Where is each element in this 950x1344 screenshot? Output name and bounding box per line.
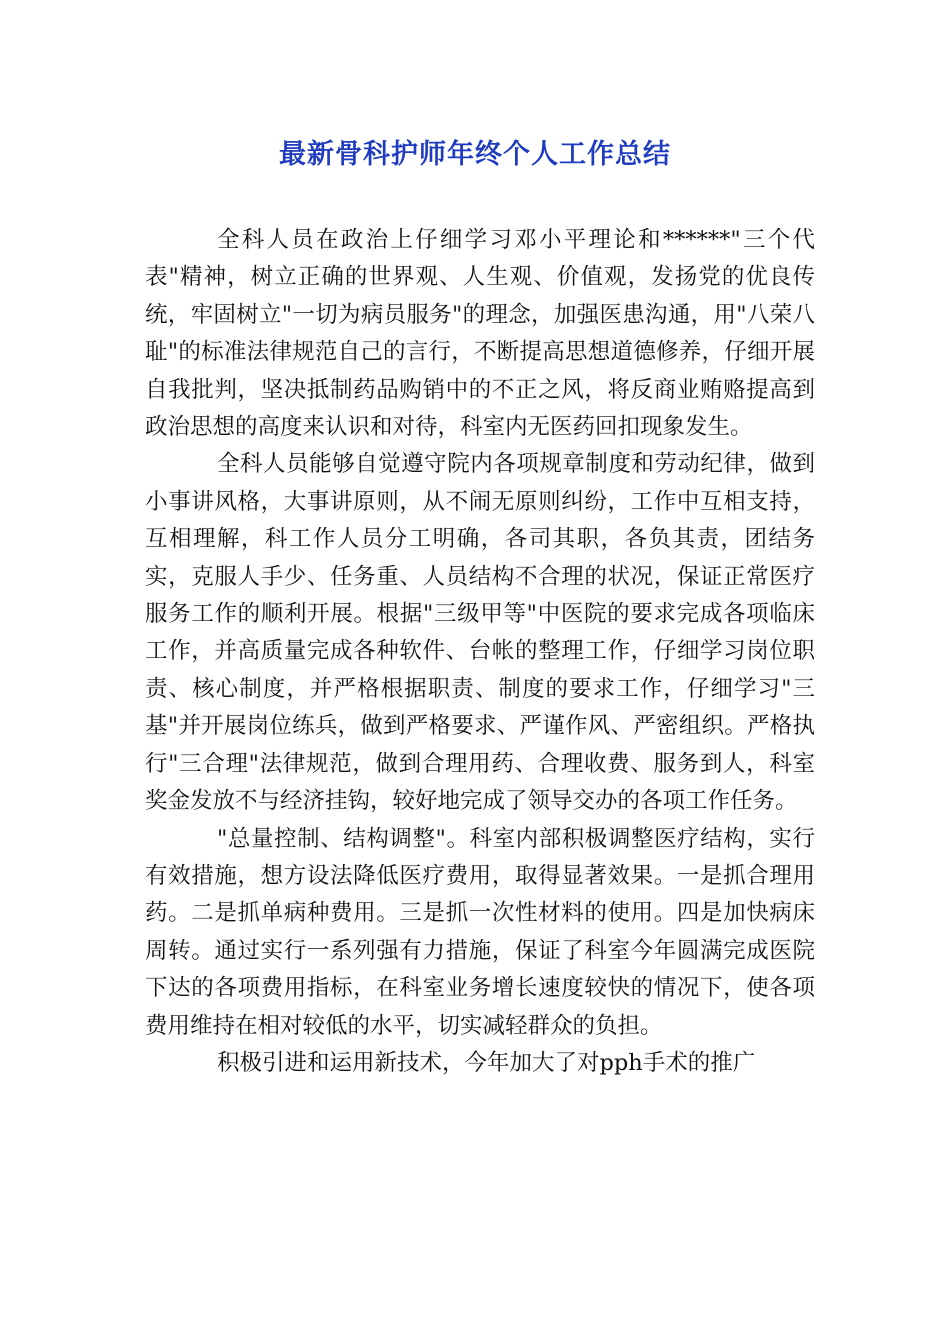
paragraph-4: 积极引进和运用新技术，今年加大了对pph手术的推广 (217, 1049, 756, 1076)
paragraph-2: 全科人员能够自觉遵守院内各项规章制度和劳动纪律，做到小事讲风格，大事讲原则，从不闹无原则纠纷，工作中互相支持，互相理解，科工作人员分工明确，各司其职，各负其责，团结务实，克服人手少、任务重、人员结构不合理的状况，保证正常医疗服务工作的顺利开展。根据"三级甲等"中医院的要求完成各项临床工作，并高质量完成各种软件、台帐的整理工作，仔细学习岗位职责、核心制度，并严格根据职责、制度的要求工作，仔细学习"三基"并开展岗位练兵，做到严格要求、严谨作风、严密组织。严格执行"三合理"法律规范，做到合理用药、合理收费、服务到人，科室奖金发放不与经济挂钩，较好地完成了领导交办的各项工作任务。 (145, 451, 815, 815)
paragraph-3: "总量控制、结构调整"。科室内部积极调整医疗结构，实行有效措施，想方设法降低医疗费用，取得显著效果。一是抓合理用药。二是抓单病种费用。三是抓一次性材料的使用。四是加快病床周转。通过实行一系列强有力措施，保证了科室今年圆满完成医院下达的各项费用指标，在科室业务增长速度较快的情况下，使各项费用维持在相对较低的水平，切实减轻群众的负担。 (145, 825, 815, 1039)
document-body (145, 222, 815, 1082)
document-title: 最新骨科护师年终个人工作总结 (279, 139, 671, 170)
paragraph-1: 全科人员在政治上仔细学习邓小平理论和******"三个代表"精神，树立正确的世界观、人生观、价值观，发扬党的优良传统，牢固树立"一切为病员服务"的理念，加强医患沟通，用"八荣八耻"的标准法律规范自己的言行，不断提高思想道德修养，仔细开展自我批判，坚决抵制药品购销中的不正之风，将反商业贿赂提高到政治思想的高度来认识和对待，科室内无医药回扣现象发生。 (145, 227, 815, 441)
